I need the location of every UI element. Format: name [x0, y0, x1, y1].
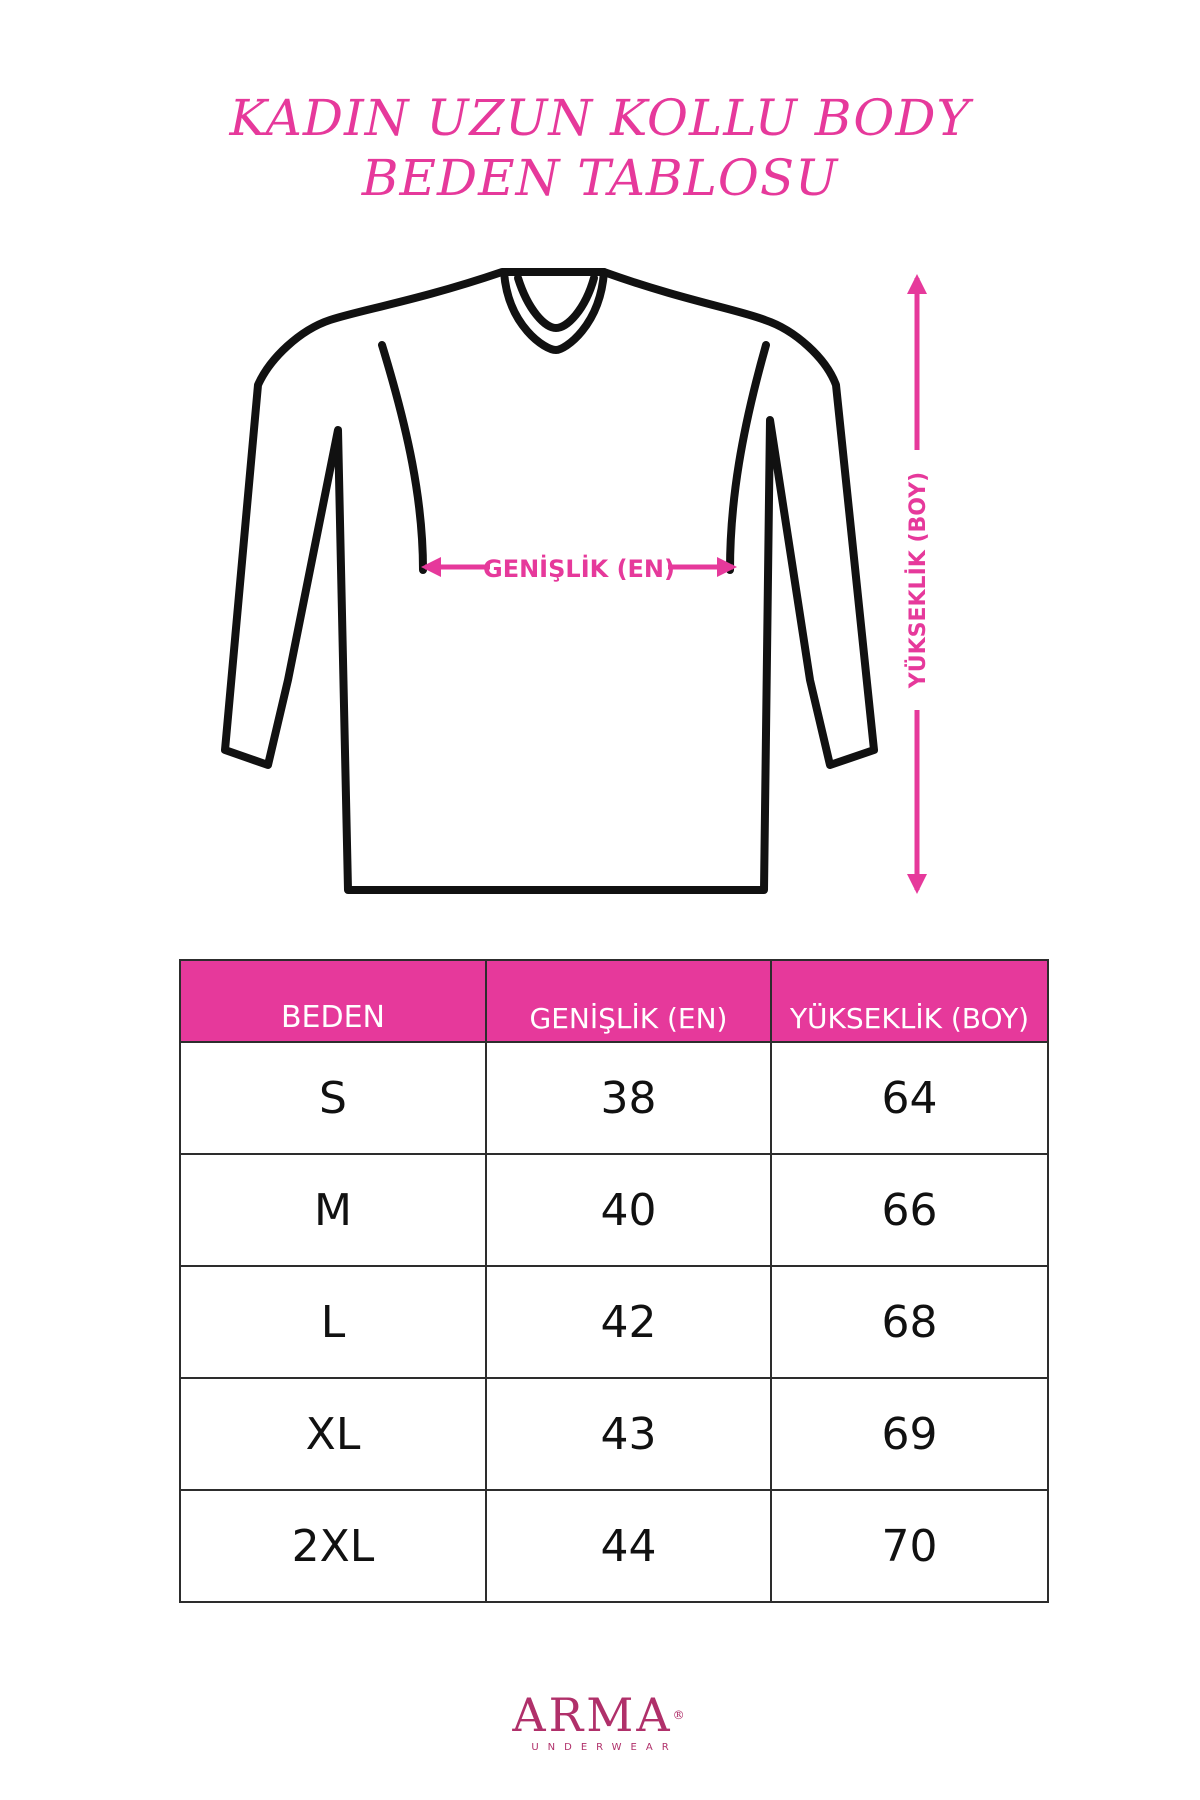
- brand-name-text: ARMA: [512, 1688, 673, 1742]
- table-row: [180, 1154, 1048, 1266]
- garment-diagram: [0, 250, 1200, 930]
- cell-height: 64: [771, 1042, 1048, 1154]
- cell-width: 42: [486, 1266, 771, 1378]
- cell-size: M: [180, 1154, 486, 1266]
- height-measure: [905, 278, 931, 890]
- title-line-1: KADIN UZUN KOLLU BODY: [229, 89, 971, 147]
- table-row: [180, 1266, 1048, 1378]
- header-size: BEDEN: [180, 960, 486, 1042]
- cell-size: L: [180, 1266, 486, 1378]
- cell-width: 44: [486, 1490, 771, 1602]
- height-label: YÜKSEKLİK (BOY): [906, 471, 931, 689]
- cell-width: 40: [486, 1154, 771, 1266]
- cell-size: S: [180, 1042, 486, 1154]
- cell-height: 66: [771, 1154, 1048, 1266]
- header-width: GENİŞLİK (EN): [486, 960, 771, 1042]
- header-height: YÜKSEKLİK (BOY): [771, 960, 1048, 1042]
- width-measure: [425, 554, 733, 583]
- table-row: [180, 1378, 1048, 1490]
- width-label: GENİŞLİK (EN): [483, 555, 675, 583]
- cell-height: 70: [771, 1490, 1048, 1602]
- registered-mark: ®: [672, 1708, 688, 1722]
- cell-size: 2XL: [180, 1490, 486, 1602]
- table-header-row: [180, 960, 1048, 1042]
- table-row: [180, 1490, 1048, 1602]
- brand-logo: [0, 1690, 1200, 1754]
- title-line-2: BEDEN TABLOSU: [361, 149, 839, 207]
- cell-width: 43: [486, 1378, 771, 1490]
- table-row: [180, 1042, 1048, 1154]
- cell-size: XL: [180, 1378, 486, 1490]
- chart-title: [0, 88, 1200, 208]
- size-table: [179, 959, 1049, 1603]
- cell-height: 68: [771, 1266, 1048, 1378]
- brand-tagline: UNDERWEAR: [531, 1742, 678, 1753]
- cell-width: 38: [486, 1042, 771, 1154]
- brand-name: [0, 1690, 1200, 1740]
- cell-height: 69: [771, 1378, 1048, 1490]
